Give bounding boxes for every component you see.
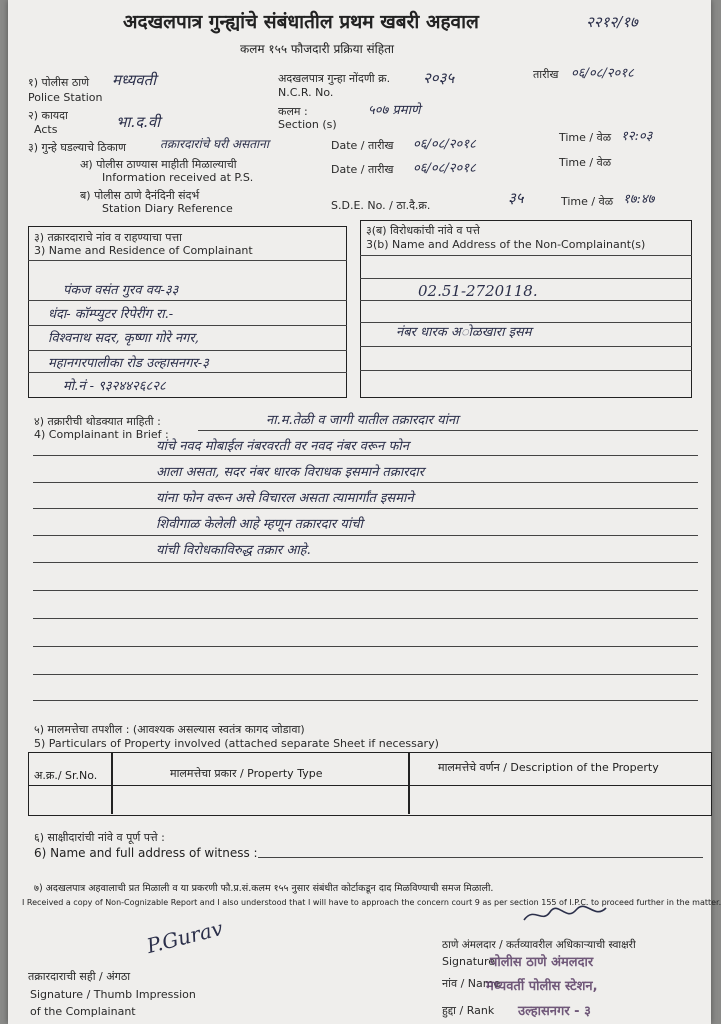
time-label-occ: Time / वेळ [559, 131, 612, 144]
complainant-line: विश्वनाथ सदर, कृष्णा गोरे नगर, [48, 331, 199, 346]
complainant-line: पंकज वसंत गुरव वय-३३ [63, 283, 179, 298]
time-label-sde: Time / वेळ [561, 195, 614, 208]
complainant-sign-label-mr: तक्रारदाराची सही / अंगठा [28, 970, 131, 983]
form-title: अदखलपात्र गुन्ह्यांचे संबंधातील प्रथम खबरी अहवाल [123, 11, 479, 33]
officer-stamp-1: पोलीस ठाणे अंमलदार [490, 955, 594, 970]
complainant-label-en: 3) Name and Residence of Complainant [34, 244, 253, 257]
act-label-mr: २) कायदा [28, 109, 68, 122]
ncr-value: २०३५ [423, 69, 455, 87]
officer-stamp-2: मध्यवर्ती पोलीस स्टेशन, [486, 979, 598, 994]
form-subtitle: कलम १५५ फौजदारी प्रक्रिया संहिता [240, 42, 395, 56]
police-station-value: मध्यवती [112, 71, 157, 89]
col-sr: अ.क्र./ Sr.No. [34, 769, 98, 782]
complainant-sign-label-en: Signature / Thumb Impression [30, 988, 196, 1001]
brief-line: यांचे नवद मोबाईल नंबरवरती वर नवद नंबर वरून फोन [156, 439, 409, 454]
date-label-occ: Date / तारीख [331, 139, 394, 152]
col-type: मालमत्तेचा प्रकार / Property Type [170, 767, 323, 780]
non-complainant-label-en: 3(b) Name and Address of the Non-Complainant(s) [366, 238, 646, 251]
col-desc: मालमत्तेचे वर्णन / Description of the Property [438, 761, 659, 774]
act-value: भा.द.वी [116, 113, 161, 131]
date-value-occ: ०६/०८/२०१८ [413, 137, 476, 152]
section-label-mr: कलम : [278, 105, 308, 118]
occurrence-value: तक्रारदारांचे घरी असताना [160, 137, 269, 151]
non-complainant-line: नंबर धारक अोळखारा इसम [396, 325, 532, 340]
time-label-info: Time / वेळ [559, 156, 612, 169]
corner-note: २२१२/१७ [586, 13, 638, 31]
station-diary-label-en: Station Diary Reference [102, 202, 233, 215]
declaration-mr: ७) अदखलपात्र अहवालाची प्रत मिळाली व या प्रकरणी फौ.प्र.सं.कलम १५५ नुसार संबंधीत कोर्टाकडून दाद मिळविण्याची समज मिळाली. [34, 883, 494, 894]
officer-label-mr: ठाणे अंमलदार / कर्तव्यावरील अधिकाऱ्याची स्वाक्षरी [442, 939, 636, 951]
brief-line: आला असता, सदर नंबर धारक विराधक इसमाने तक्रारदार [156, 465, 425, 480]
brief-label-en: 4) Complainant in Brief : [34, 428, 169, 441]
declaration-en: I Received a copy of Non-Cognizable Report and I also understood that I will have to approach the concern court 9 as per section 155 of I.P.C. to proceed further in the matter. [22, 898, 721, 907]
info-received-label-mr: अ) पोलीस ठाण्यास माहीती मिळाल्याची [80, 158, 237, 171]
police-station-label-en: Police Station [28, 91, 103, 104]
brief-line: यांना फोन वरून असे विचारल असता त्यामार्गांत इसमाने [156, 491, 414, 506]
complainant-label-mr: ३) तक्रारदाराचे नांव व राहण्याचा पत्ता [34, 231, 182, 244]
police-station-label-mr: १) पोलीस ठाणे [28, 76, 90, 89]
section-value: ५०७ प्रमाणे [368, 103, 421, 118]
complainant-line: मो.नं - ९३२४४२६८२८ [63, 379, 166, 394]
complainant-signature: P.Gurav [144, 915, 226, 959]
section-label-en: Section (s) [278, 118, 337, 131]
witness-label-en: 6) Name and full address of witness : [34, 846, 258, 860]
brief-line: शिवीगाळ केलेली आहे म्हणून तक्रारदार यांची [156, 517, 363, 532]
act-label-en: Acts [34, 123, 58, 136]
complainant-sign-label-en2: of the Complainant [30, 1005, 136, 1018]
ncr-label-mr: अदखलपात्र गुन्हा नोंदणी क्र. [278, 72, 391, 85]
rank-label: हुद्दा / Rank [442, 1004, 495, 1017]
date-label-info: Date / तारीख [331, 163, 394, 176]
occurrence-label: ३) गुन्हे घडल्याचे ठिकाण [28, 141, 126, 154]
sde-value: ३५ [508, 189, 524, 207]
sde-label: S.D.E. No. / ठा.दै.क्र. [331, 199, 431, 212]
brief-label-mr: ४) तक्रारीची थोडक्यात माहिती : [34, 415, 161, 428]
property-label-en: 5) Particulars of Property involved (attached separate Sheet if necessary) [34, 737, 439, 750]
officer-signature-label: Signature [442, 955, 496, 968]
brief-line: यांची विरोधकाविरुद्ध तक्रार आहे. [156, 543, 311, 558]
report-form [8, 0, 721, 1024]
date-label-1: तारीख [533, 68, 559, 81]
date-value-info: ०६/०८/२०१८ [413, 161, 476, 176]
officer-stamp-3: उल्हासनगर - ३ [518, 1004, 591, 1019]
officer-signature [520, 904, 610, 926]
witness-label-mr: ६) साक्षीदारांची नांवे व पूर्ण पत्ते : [34, 831, 165, 844]
non-complainant-label-mr: ३(ब) विरोधकांची नांवे व पत्ते [366, 224, 480, 237]
name-label: नांव / Name [442, 977, 501, 990]
complainant-line: धंदा- कॉम्प्युटर रिपेरींग रा.- [48, 307, 174, 322]
info-received-label-en: Information received at P.S. [102, 171, 254, 184]
non-complainant-line: 02.51-2720118. [418, 282, 538, 300]
station-diary-label-mr: ब) पोलीस ठाणे दैनंदिनी संदर्भ [80, 189, 200, 202]
time-value-sde: १७:४७ [623, 192, 655, 207]
brief-line: ना.म.तेळी व जागी यातील तक्रारदार यांना [266, 413, 459, 428]
time-value-occ: १२:०३ [621, 129, 653, 144]
complainant-line: महानगरपालीका रोड उल्हासनगर-३ [48, 356, 209, 371]
ncr-label-en: N.C.R. No. [278, 86, 334, 99]
property-label-mr: ५) मालमत्तेचा तपशील : (आवश्यक असल्यास स्वतंत्र कागद जोडावा) [34, 723, 305, 736]
date-value-1: ०६/०८/२०१८ [571, 66, 634, 81]
